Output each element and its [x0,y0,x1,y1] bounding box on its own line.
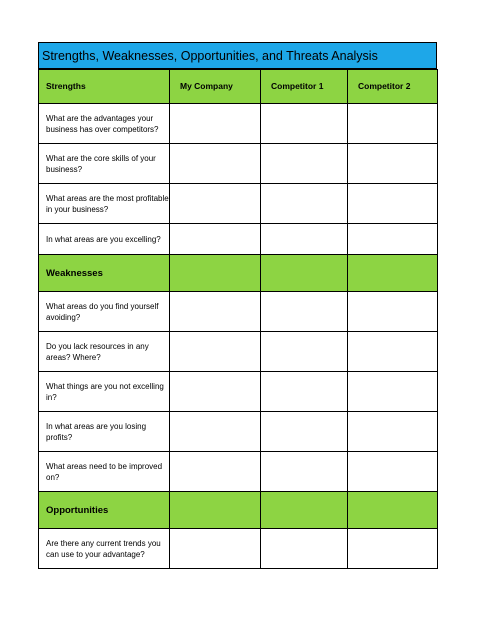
sheet-title: Strengths, Weaknesses, Opportunities, and Threats Analysis [38,42,437,69]
table-row [39,529,438,569]
question-cell: In what areas are you excelling? [39,224,170,255]
section-label-opportunities: Opportunities [39,492,170,529]
competitor-2-cell[interactable] [348,104,438,144]
my-company-cell[interactable] [170,104,261,144]
section-row-opportunities [39,492,438,529]
competitor-2-cell[interactable] [348,529,438,569]
my-company-cell[interactable] [170,224,261,255]
section-cell [170,492,261,529]
question-cell: What areas need to be improved on? [39,452,170,492]
table-row [39,144,438,184]
table-row [39,372,438,412]
table-row [39,104,438,144]
table-row [39,452,438,492]
my-company-cell[interactable] [170,292,261,332]
section-cell [348,492,438,529]
competitor-2-cell[interactable] [348,332,438,372]
header-competitor-1: Competitor 1 [261,70,348,104]
question-cell: What things are you not excelling in? [39,372,170,412]
competitor-1-cell[interactable] [261,412,348,452]
question-cell: What are the core skills of your business? [39,144,170,184]
my-company-cell[interactable] [170,372,261,412]
table-row [39,292,438,332]
my-company-cell[interactable] [170,529,261,569]
competitor-2-cell[interactable] [348,412,438,452]
section-cell [170,255,261,292]
competitor-2-cell[interactable] [348,144,438,184]
question-cell: Are there any current trends you can use to your advantage? [39,529,170,569]
swot-table [38,69,438,569]
competitor-1-cell[interactable] [261,332,348,372]
my-company-cell[interactable] [170,332,261,372]
competitor-1-cell[interactable] [261,372,348,412]
my-company-cell[interactable] [170,452,261,492]
competitor-1-cell[interactable] [261,104,348,144]
competitor-2-cell[interactable] [348,184,438,224]
competitor-1-cell[interactable] [261,529,348,569]
my-company-cell[interactable] [170,144,261,184]
section-row-weaknesses [39,255,438,292]
question-cell: What areas are the most profitable in your business? [39,184,170,224]
competitor-2-cell[interactable] [348,452,438,492]
question-cell: Do you lack resources in any areas? Where? [39,332,170,372]
competitor-1-cell[interactable] [261,144,348,184]
table-row [39,224,438,255]
my-company-cell[interactable] [170,412,261,452]
table-row [39,184,438,224]
section-label-weaknesses: Weaknesses [39,255,170,292]
my-company-cell[interactable] [170,184,261,224]
table-row [39,332,438,372]
header-competitor-2: Competitor 2 [348,70,438,104]
competitor-1-cell[interactable] [261,184,348,224]
question-cell: What areas do you find yourself avoiding? [39,292,170,332]
question-cell: What are the advantages your business has over competitors? [39,104,170,144]
section-cell [261,255,348,292]
header-my-company: My Company [170,70,261,104]
header-row [39,70,438,104]
competitor-2-cell[interactable] [348,372,438,412]
competitor-2-cell[interactable] [348,224,438,255]
competitor-1-cell[interactable] [261,224,348,255]
header-strengths: Strengths [39,70,170,104]
competitor-1-cell[interactable] [261,292,348,332]
table-row [39,412,438,452]
swot-sheet [38,42,437,569]
competitor-2-cell[interactable] [348,292,438,332]
question-cell: In what areas are you losing profits? [39,412,170,452]
section-cell [348,255,438,292]
section-cell [261,492,348,529]
competitor-1-cell[interactable] [261,452,348,492]
